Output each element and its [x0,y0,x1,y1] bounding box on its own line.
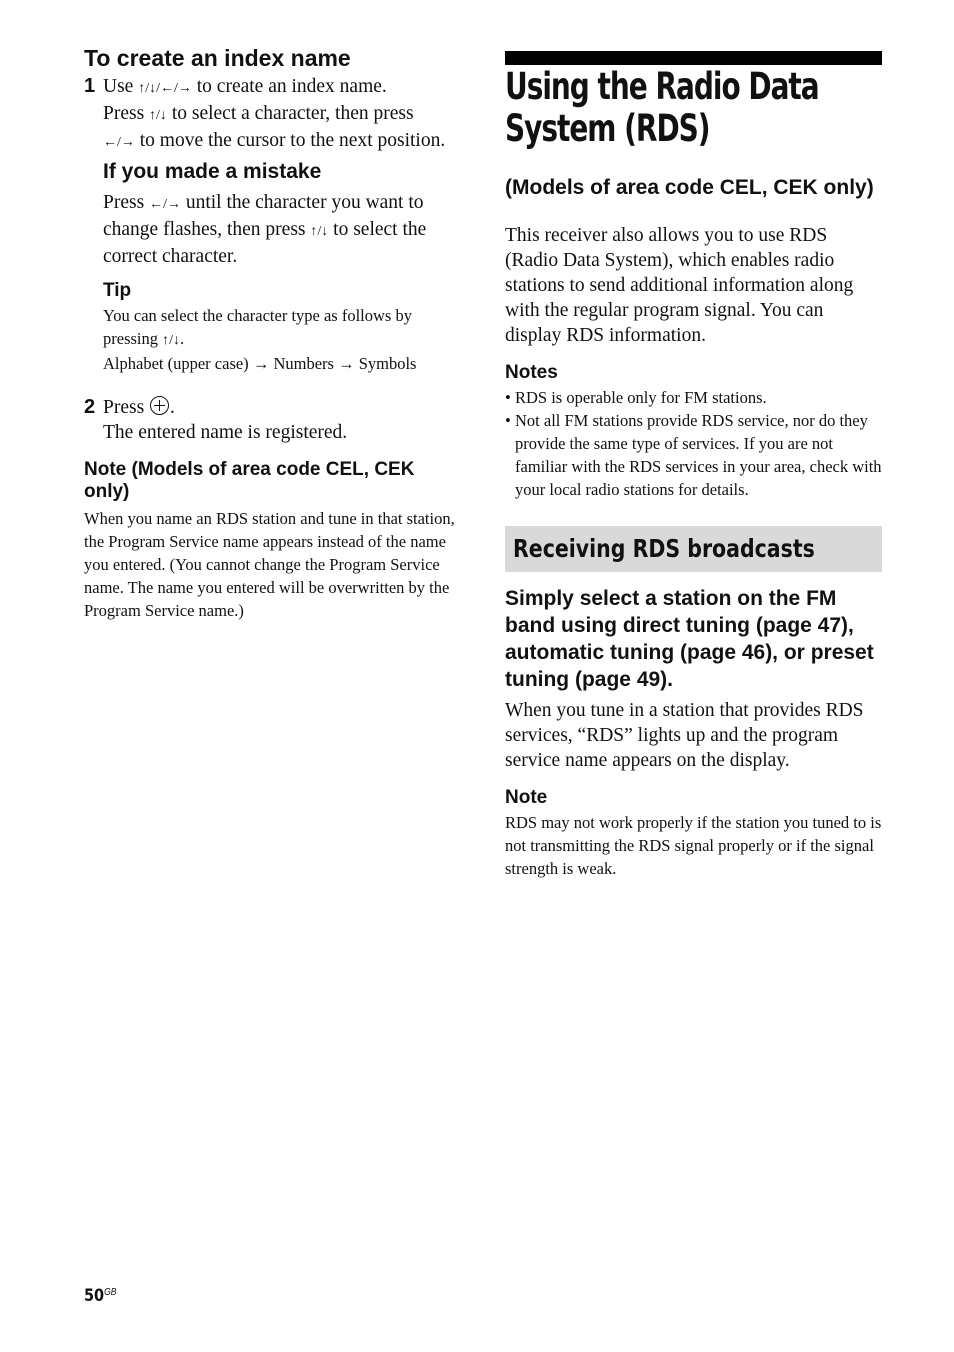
arrows-all-icon: ↑/↓/←/→ [138,81,192,96]
tip-text: You can select the character type as follows by pressing ↑/↓. Alphabet (upper case) → Numbers → Symbols [103,306,417,373]
step-1-text: Use ↑/↓/←/→ to create an index name. Press ↑/↓ to select a character, then press ←/→ to move the cursor to the next position. [103,76,446,151]
step-2-number: 2 [84,396,96,418]
instruction-heading: Simply select a station on the FM band using direct tuning (page 47), automatic tuning (page 46), or preset tuning (page 49). [505,587,874,691]
step-2 [84,395,464,445]
arrows-up-down-icon: ↑/↓ [149,108,167,123]
index-name-heading: To create an index name [84,45,351,71]
note-heading: Note [505,787,548,808]
instruction-body: When you tune in a station that provides RDS services, “RDS” lights up and the program service name appears on the display. [505,700,864,771]
sequence-arrow-icon: → [338,354,355,373]
rds-intro: This receiver also allows you to use RDS (Radio Data System), which enables radio stations to send additional information along with the regular program signal. You can display RDS information. [505,225,854,346]
list-item: • Not all FM stations provide RDS service, nor do they provide the same type of services. If you are not familiar with the RDS services in your area, check with your local radio stations for details. [505,409,882,501]
note-rds-text: When you name an RDS station and tune in that station, the Program Service name appears instead of the name you entered. (You cannot change the Program Service name. The name you entered will be overwritten by the Program Service name.) [84,509,455,620]
notes-heading: Notes [505,362,558,383]
arrows-left-right-icon: ←/→ [149,197,181,212]
mistake-heading: If you made a mistake [103,160,322,183]
arrows-left-right-icon: ←/→ [103,135,135,150]
section-title: Receiving RDS broadcasts [513,534,815,563]
mistake-text: Press ←/→ until the character you want to change flashes, then press ↑/↓ to select the correct character. [103,192,427,267]
tip-heading: Tip [103,280,132,301]
arrows-up-down-icon: ↑/↓ [310,224,329,239]
list-item: • RDS is operable only for FM stations. [505,386,882,409]
arrows-up-down-icon: ↑/↓ [162,333,181,348]
sequence-arrow-icon: → [252,354,270,373]
region-code: GB [104,1287,117,1298]
note-text: RDS may not work properly if the station you tuned to is not transmitting the RDS signal properly or if the signal strength is weak. [505,813,882,878]
enter-button-icon [150,396,169,415]
models-heading: (Models of area code CEL, CEK only) [505,176,874,199]
step-2-text: Press . The entered name is registered. [103,397,348,443]
note-rds-heading: Note (Models of area code CEL, CEK only) [84,459,415,502]
page-number: $50^{GB}$ [84,1286,117,1306]
step-1 [84,74,464,155]
step-1-number: 1 [84,75,96,97]
page-title: Using the Radio Data System (RDS) [505,65,819,150]
section-band [505,526,882,572]
title-rule [505,51,882,65]
notes-list [505,386,882,501]
